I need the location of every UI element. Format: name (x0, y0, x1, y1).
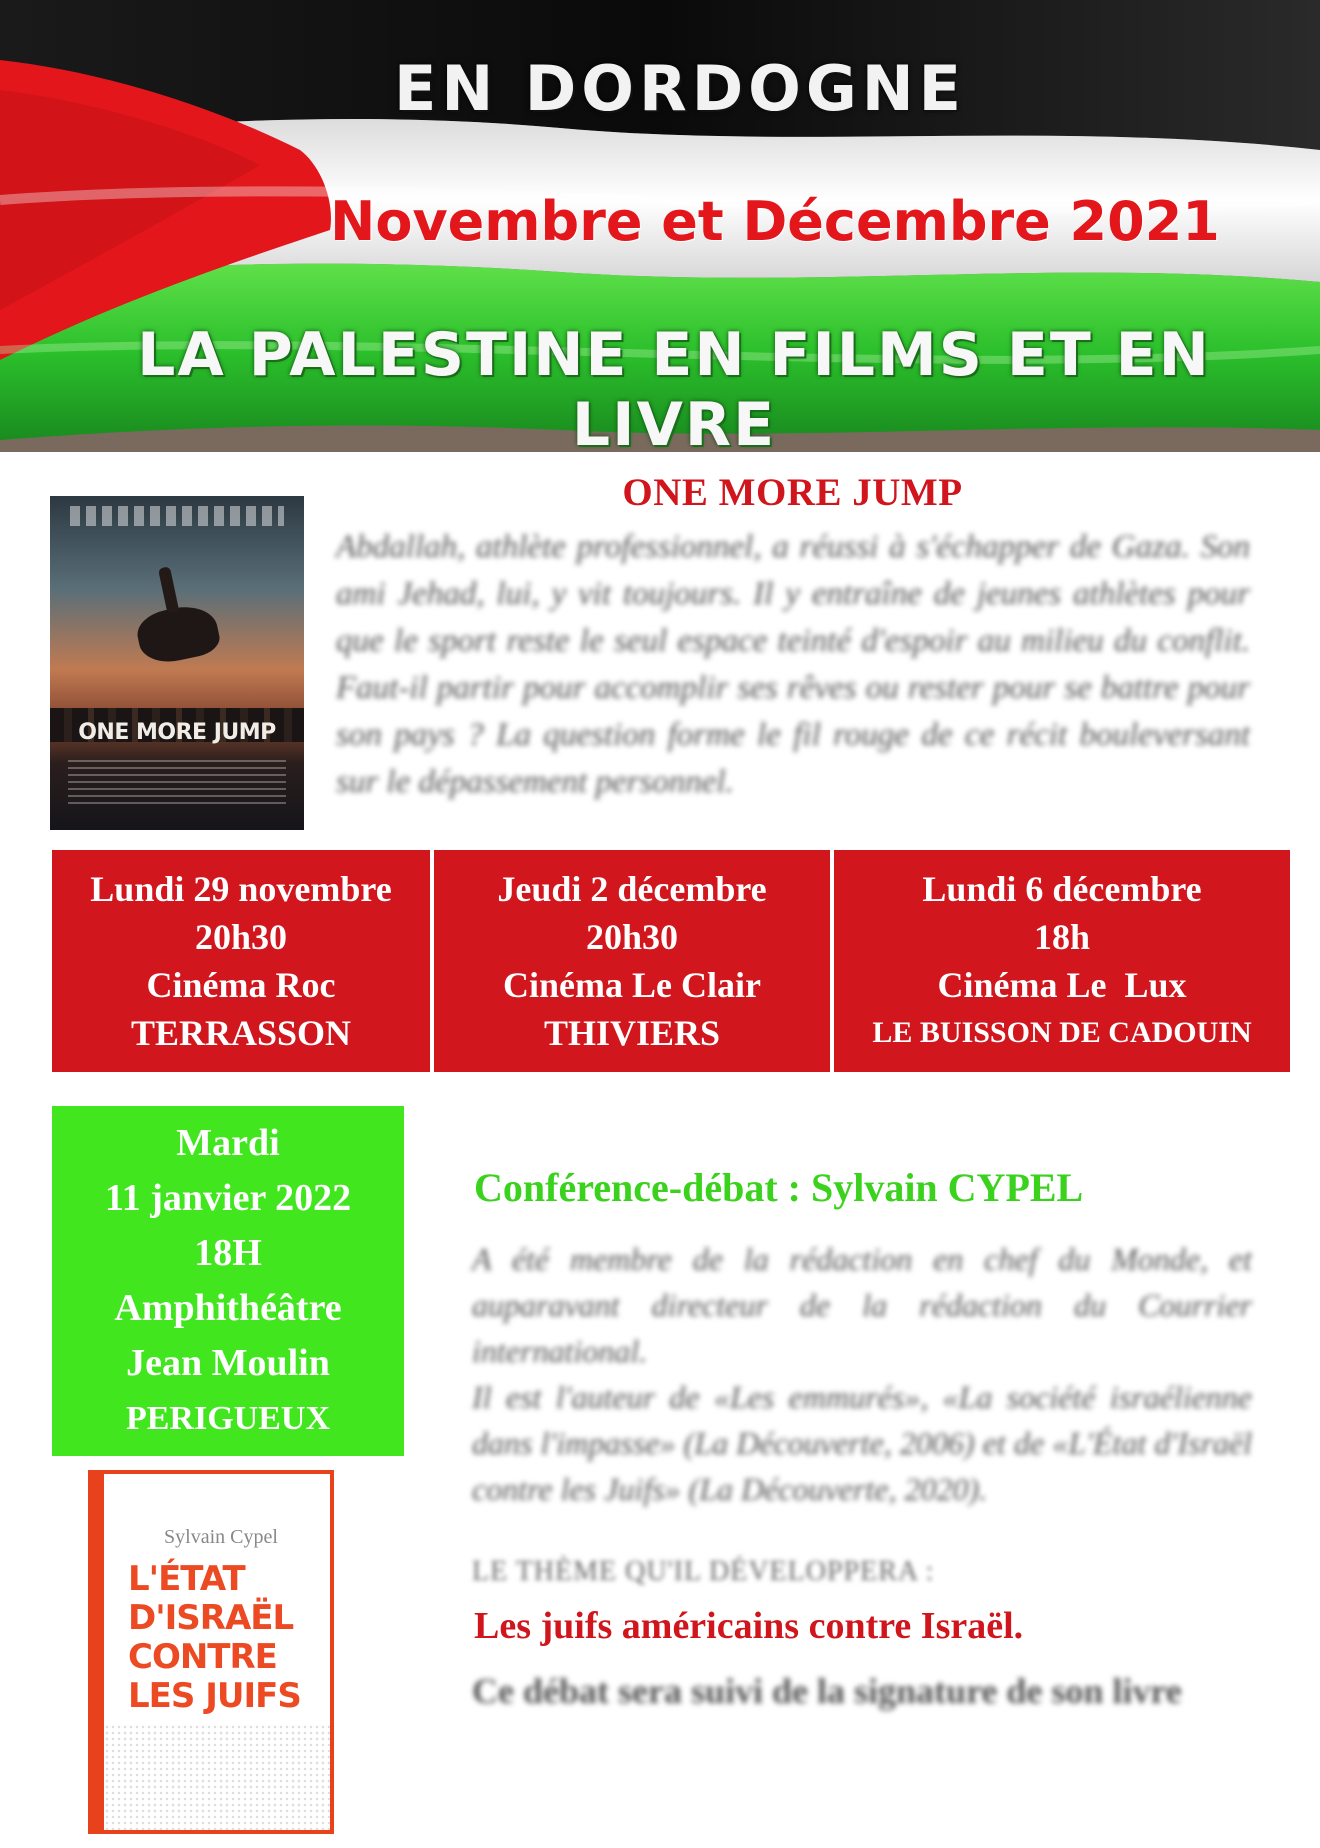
book-title-line: LES JUIFS (128, 1676, 301, 1716)
screening-le-buisson (834, 850, 1290, 1072)
banner-region: EN DORDOGNE (393, 52, 967, 125)
conference-day: Mardi (176, 1122, 280, 1164)
book-title-line: CONTRE (128, 1637, 277, 1677)
conference-time: 18H (194, 1232, 262, 1274)
banner-dates: Novembre et Décembre 2021 (330, 190, 1220, 253)
book-author: Sylvain Cypel (164, 1526, 278, 1548)
conference-venue-line2: Jean Moulin (126, 1342, 330, 1384)
poster-header-decoration (70, 506, 284, 526)
screenings-table (52, 850, 1290, 1072)
conference-description (472, 1236, 1252, 1512)
screening-town: LE BUISSON DE CADOUIN (872, 1016, 1252, 1049)
book-halftone-decoration (104, 1724, 334, 1834)
conference-info-box (52, 1106, 404, 1456)
screening-town: THIVIERS (543, 1013, 721, 1053)
poster-credits-decoration (68, 760, 286, 804)
book-title-line: D'ISRAËL (128, 1598, 294, 1638)
banner (0, 0, 1320, 452)
screening-time: 18h (1033, 917, 1091, 957)
screening-venue: Cinéma Le Clair (503, 965, 761, 1005)
screening-time: 20h30 (585, 917, 679, 957)
book-title (128, 1560, 328, 1716)
screening-date: Lundi 6 décembre (922, 869, 1202, 909)
conference-venue-line1: Amphithéâtre (114, 1287, 342, 1329)
screening-venue: Cinéma Roc (146, 965, 336, 1005)
film-description: Abdallah, athlète professionnel, a réussi à s'échapper de Gaza. Son ami Jehad, lui, y vit toujours. Il y entraîne de jeunes athlètes pour que le sport reste le seul espace teinté d'espoir au milieu du conflit. Faut-il partir pour accomplir ses rêves ou rester pour se battre pour son pays ? La question forme le fil rouge de ce récit bouleversant sur le dépassement personnel. (336, 529, 1250, 800)
conference-note: Ce débat sera suivi de la signature de son livre (472, 1671, 1182, 1711)
screening-time: 20h30 (194, 917, 288, 957)
book-title-line: L'ÉTAT (128, 1559, 245, 1599)
screening-date: Lundi 29 novembre (90, 869, 392, 909)
banner-theme: LA PALESTINE EN FILMS ET EN LIVRE (137, 320, 1211, 452)
screening-thiviers (434, 850, 830, 1072)
screening-date: Jeudi 2 décembre (497, 869, 767, 909)
poster-title: ONE MORE JUMP (78, 720, 276, 745)
conference-heading: Conférence-débat : Sylvain CYPEL (474, 1165, 1084, 1210)
conference-description-p1: A été membre de la rédaction en chef du Monde, et auparavant directeur de la rédaction du Courrier international. (472, 1241, 1252, 1369)
book-spine (92, 1474, 104, 1830)
screening-town: TERRASSON (130, 1013, 352, 1053)
book-cover-image (88, 1470, 334, 1834)
film-title: ONE MORE JUMP (622, 471, 963, 514)
conference-theme: Les juifs américains contre Israël. (474, 1605, 1024, 1647)
screening-venue: Cinéma Le Lux (937, 965, 1187, 1005)
screening-terrasson (52, 850, 430, 1072)
film-poster-image (50, 496, 304, 830)
conference-city: PERIGUEUX (125, 1400, 331, 1437)
conference-date: 11 janvier 2022 (104, 1177, 352, 1219)
jumping-figure-graphic (133, 600, 222, 667)
conference-description-p2: Il est l'auteur de «Les emmurés», «La société israélienne dans l'impasse» (La Découverte, 2006) et de «L'État d'Israël contre les Juifs» (La Découverte, 2020). (472, 1379, 1252, 1507)
conference-theme-intro: LE THÈME QU'IL DÉVELOPPERA : (472, 1556, 935, 1587)
